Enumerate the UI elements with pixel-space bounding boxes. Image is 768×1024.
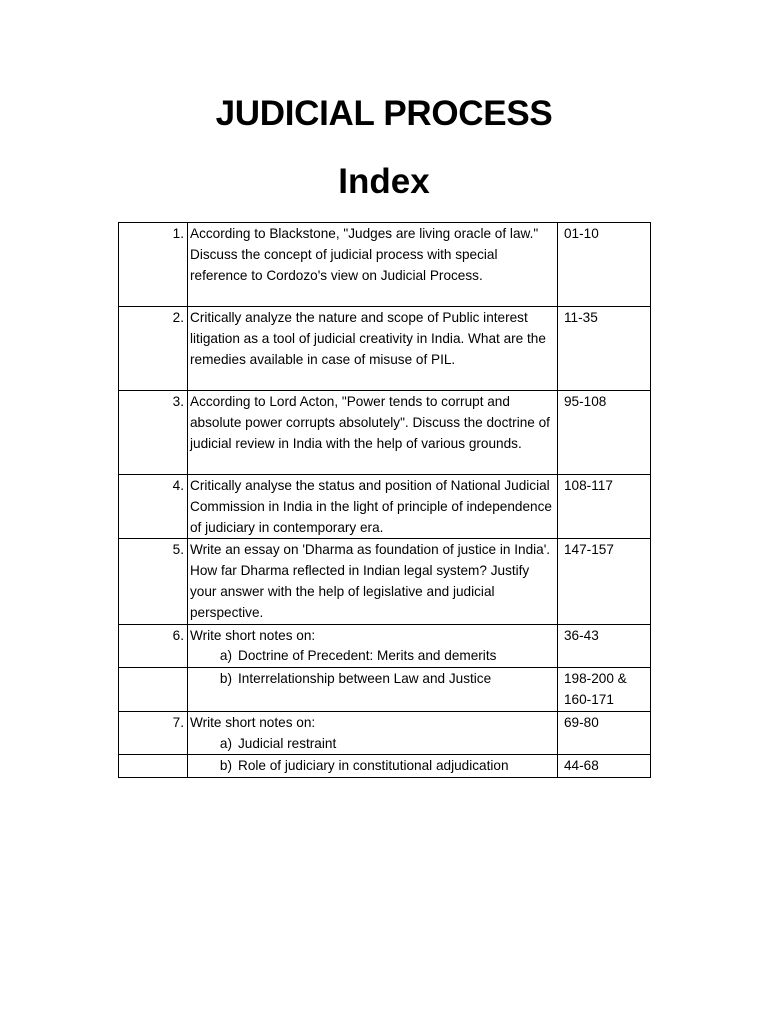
sub-question: [190, 669, 555, 690]
sub-question: [190, 756, 555, 777]
question-heading: Write short notes on:: [190, 627, 316, 643]
question-text: [188, 624, 558, 668]
table-row: [119, 475, 651, 539]
row-number: 6.: [119, 624, 188, 668]
row-number: 4.: [119, 475, 188, 539]
sub-text: Judicial restraint: [238, 735, 337, 751]
page-range: 198-200 & 160-171: [558, 668, 651, 712]
page-range: 11-35: [558, 307, 651, 391]
question-text: According to Lord Acton, "Power tends to corrupt and absolute power corrupts absolutely". Discuss the doctrine of judicial review in India with the help of various grounds.: [188, 391, 558, 475]
table-row: [119, 711, 651, 755]
table-row: [119, 624, 651, 668]
question-text: [188, 711, 558, 755]
row-number: 5.: [119, 539, 188, 624]
question-text: According to Blackstone, "Judges are living oracle of law." Discuss the concept of judicial process with special reference to Cordozo's view on Judicial Process.: [188, 223, 558, 307]
row-number-empty: [119, 668, 188, 712]
question-text: [188, 668, 558, 712]
row-number: 1.: [119, 223, 188, 307]
table-row: [119, 391, 651, 475]
page-range: 44-68: [558, 755, 651, 778]
row-number: 3.: [119, 391, 188, 475]
sub-label: a): [219, 735, 232, 751]
question-text: [188, 755, 558, 778]
sub-question: [190, 734, 555, 755]
page-range: 108-117: [558, 475, 651, 539]
page-range: 36-43: [558, 624, 651, 668]
question-text: Critically analyse the status and position of National Judicial Commission in India in the light of principle of independence of judiciary in contemporary era.: [188, 475, 558, 539]
index-table: [118, 222, 651, 778]
sub-label: b): [219, 671, 232, 687]
sub-text: Interrelationship between Law and Justice: [238, 671, 492, 687]
table-row: [119, 539, 651, 624]
sub-text: Role of judiciary in constitutional adjudication: [238, 758, 509, 774]
table-row: [119, 755, 651, 778]
page-range: 95-108: [558, 391, 651, 475]
sub-question: [190, 646, 555, 667]
table-row: [119, 223, 651, 307]
question-text: Write an essay on 'Dharma as foundation of justice in India'. How far Dharma reflected in Indian legal system? Justify your answer with the help of legislative and judicial perspective.: [188, 539, 558, 624]
page-range: 69-80: [558, 711, 651, 755]
document-title: JUDICIAL PROCESS: [215, 94, 553, 133]
question-heading: Write short notes on:: [190, 714, 316, 730]
page-range: 01-10: [558, 223, 651, 307]
sub-text: Doctrine of Precedent: Merits and demerits: [238, 648, 497, 664]
row-number: 2.: [119, 307, 188, 391]
row-number: 7.: [119, 711, 188, 755]
document-subtitle: Index: [338, 162, 430, 201]
sub-label: b): [219, 758, 232, 774]
table-row: [119, 668, 651, 712]
question-text: Critically analyze the nature and scope of Public interest litigation as a tool of judicial creativity in India. What are the remedies available in case of misuse of PIL.: [188, 307, 558, 391]
page-range: 147-157: [558, 539, 651, 624]
row-number-empty: [119, 755, 188, 778]
table-row: [119, 307, 651, 391]
sub-label: a): [219, 648, 232, 664]
